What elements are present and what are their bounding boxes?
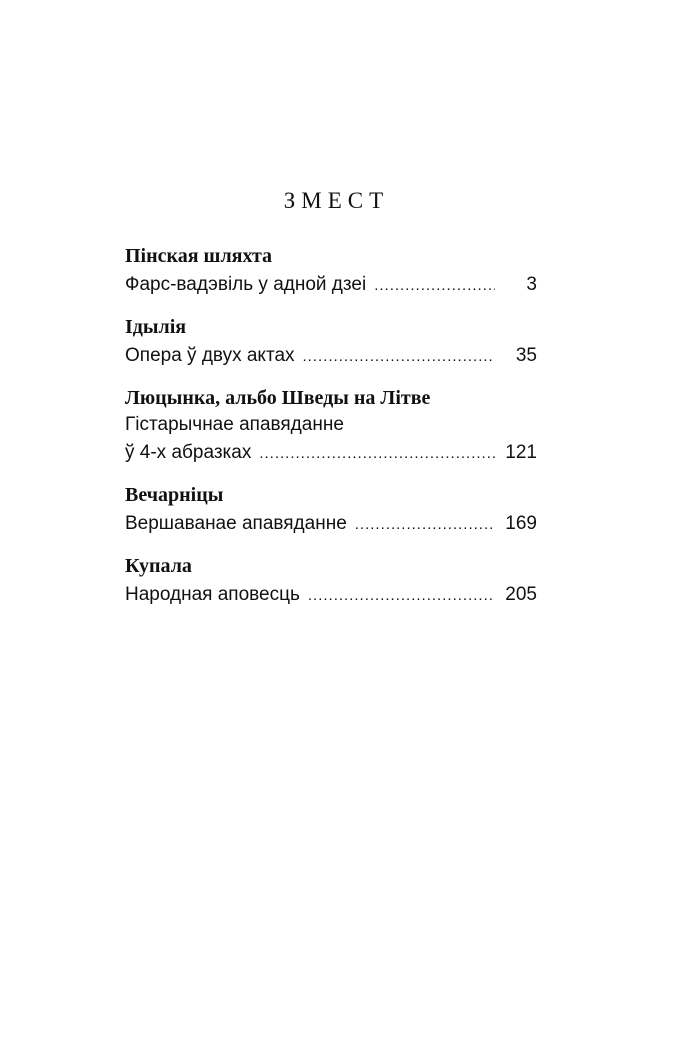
toc-entry[interactable] [125,313,537,372]
toc-entry-subtitle: Вершаванае апавяданне [125,513,347,534]
toc-entry-page-number: 205 [505,584,537,605]
toc-entry-subtitle: ў 4-х абразках [125,442,252,463]
toc-entry-subtitle: Опера ў двух актах [125,345,295,366]
toc-entry-title: Ідылія [125,316,187,338]
toc-entry-subtitle-line: Гістарычнае апавяданне [125,414,344,435]
dot-leader [259,439,495,469]
toc-entry-title: Люцынка, альбо Шведы на Літве [125,387,431,409]
toc-entry[interactable] [125,384,537,469]
toc-entry-subtitle: Народная аповесць [125,584,300,605]
toc-entry-subtitle: Фарс-вадэвіль у адной дзеі [125,274,367,295]
toc-entry[interactable] [125,242,537,301]
toc-entry-line [125,509,537,540]
dot-leader [374,271,495,301]
toc-entry-line [125,341,537,372]
toc-entry-line [125,270,537,301]
page-title: ЗМЕСТ [283,188,390,213]
toc-entry-title: Вечарніцы [125,484,224,506]
toc-entry[interactable] [125,481,537,540]
dot-leader [355,510,495,540]
toc-entry-title: Пінская шляхта [125,245,273,267]
toc-entry-title: Купала [125,555,192,577]
toc-entry-page-number: 169 [505,513,537,534]
toc-entry-page-number: 121 [505,442,537,463]
table-of-contents [125,242,537,623]
dot-leader [308,581,495,611]
toc-entry-page-number: 3 [526,274,537,295]
dot-leader [303,342,495,372]
toc-entry-page-number: 35 [515,345,537,366]
toc-entry-line [125,580,537,611]
toc-entry[interactable] [125,552,537,611]
toc-entry-line [125,438,537,469]
